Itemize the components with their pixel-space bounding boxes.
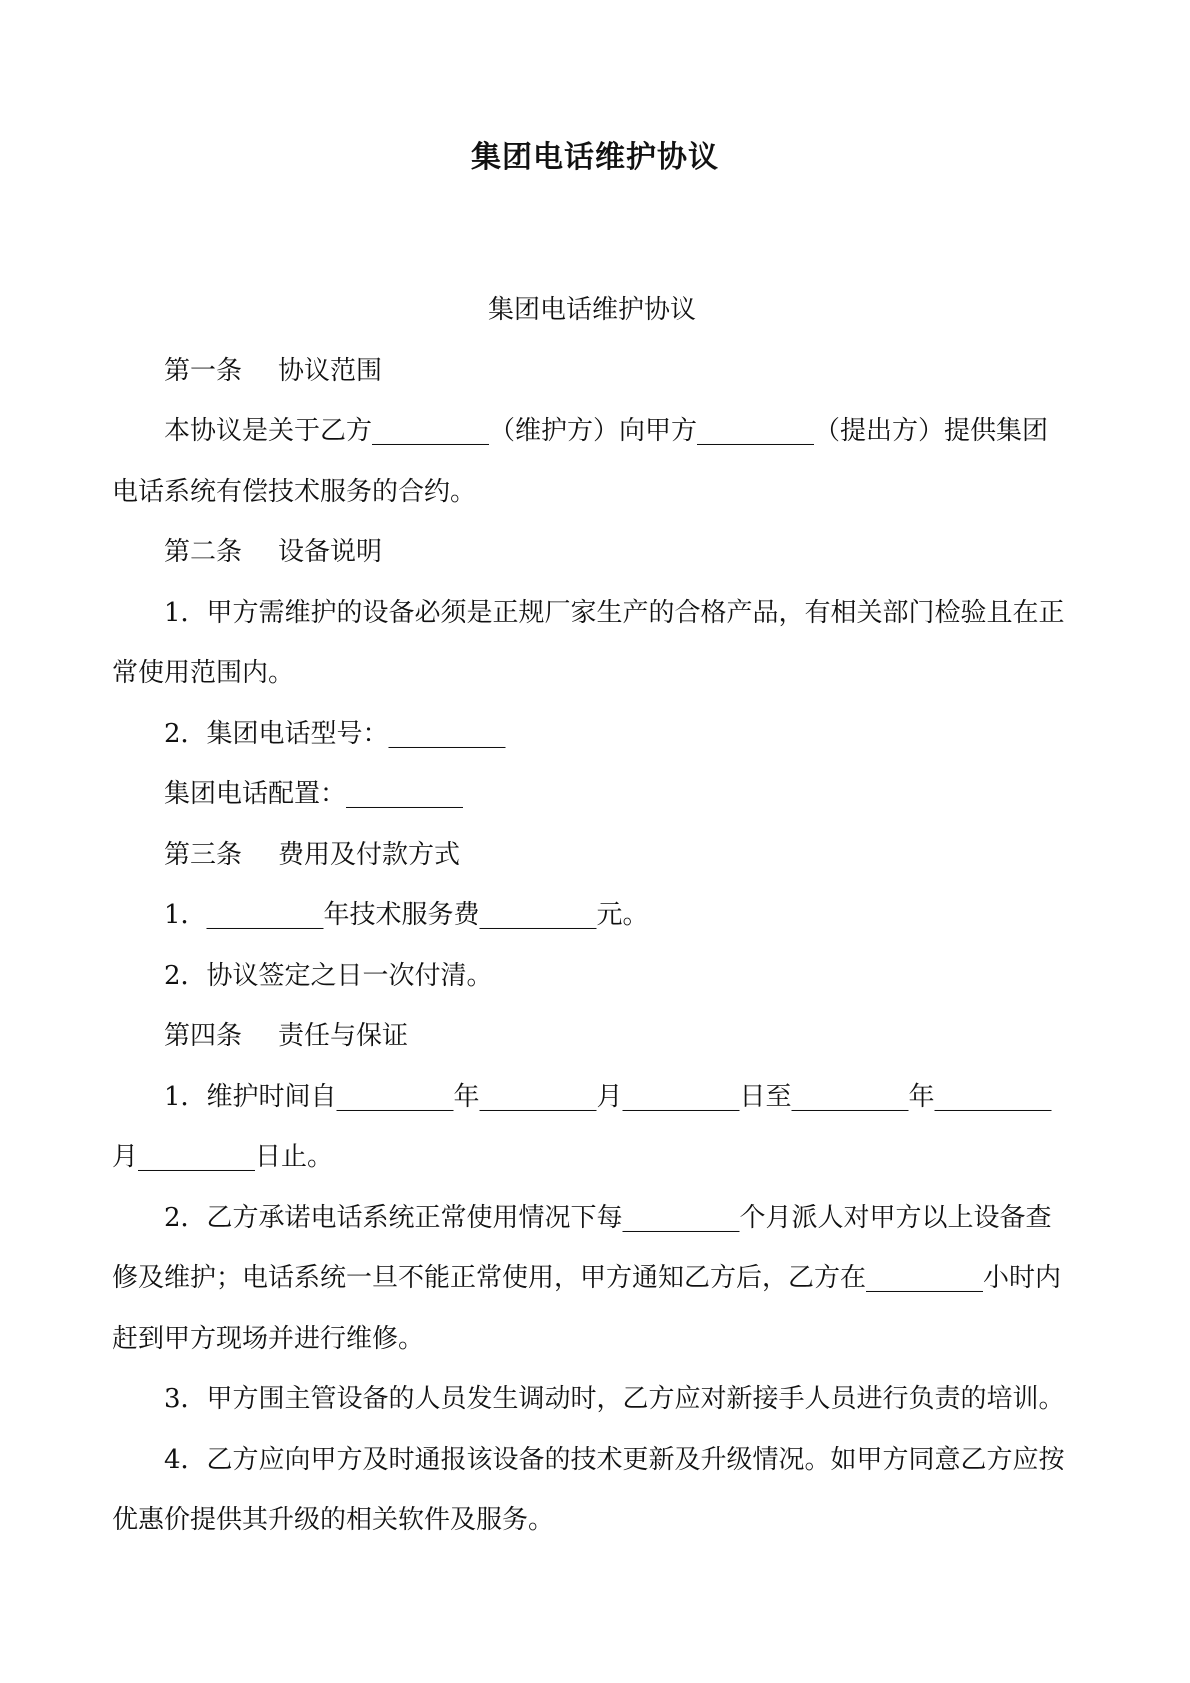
section-heading-text: 责任与保证 [278, 1021, 409, 1051]
section-heading-text: 协议范围 [278, 355, 383, 386]
paragraph: 2．集团电话型号：_________ [164, 718, 506, 749]
document-body [112, 280, 1072, 1551]
paragraph: 2．协议签定之日一次付清。 [164, 960, 493, 991]
section-number: 第一条 [164, 355, 243, 386]
section-number: 第二条 [164, 537, 243, 567]
section-heading-text: 设备说明 [278, 537, 383, 567]
paragraph: 1．甲方需维护的设备必须是正规厂家生产的合格产品，有相关部门检验且在正常使用范围内。 [112, 597, 1065, 688]
document-subtitle: 集团电话维护协议 [487, 295, 696, 325]
section-heading-1 [112, 341, 1072, 402]
section-heading-text: 费用及付款方式 [278, 839, 461, 870]
section-heading-4 [112, 1006, 1072, 1067]
section-heading-3 [112, 825, 1072, 886]
paragraph: 本协议是关于乙方_________（维护方）向甲方_________（提出方）提供集团电话系统有偿技术服务的合约。 [112, 416, 1049, 507]
paragraph: 集团电话配置：_________ [164, 779, 464, 809]
section-heading-2 [112, 522, 1072, 583]
paragraph: 4．乙方应向甲方及时通报该设备的技术更新及升级情况。如甲方同意乙方应按优惠价提供其升级的相关软件及服务。 [112, 1444, 1065, 1535]
paragraph: 2．乙方承诺电话系统正常使用情况下每_________个月派人对甲方以上设备查修及维护；电话系统一旦不能正常使用，甲方通知乙方后，乙方在_________小时内赶到甲方现场并进行维修。 [112, 1202, 1062, 1354]
section-number: 第四条 [164, 1021, 243, 1051]
paragraph: 1．维护时间自_________年_________月_________日至_________年_________月_________日止。 [112, 1081, 1052, 1172]
section-number: 第三条 [164, 839, 243, 870]
paragraph: 3．甲方围主管设备的人员发生调动时，乙方应对新接手人员进行负责的培训。 [164, 1384, 1065, 1414]
paragraph: 1．_________年技术服务费_________元。 [164, 900, 649, 930]
document-title: 集团电话维护协议 [471, 140, 719, 175]
